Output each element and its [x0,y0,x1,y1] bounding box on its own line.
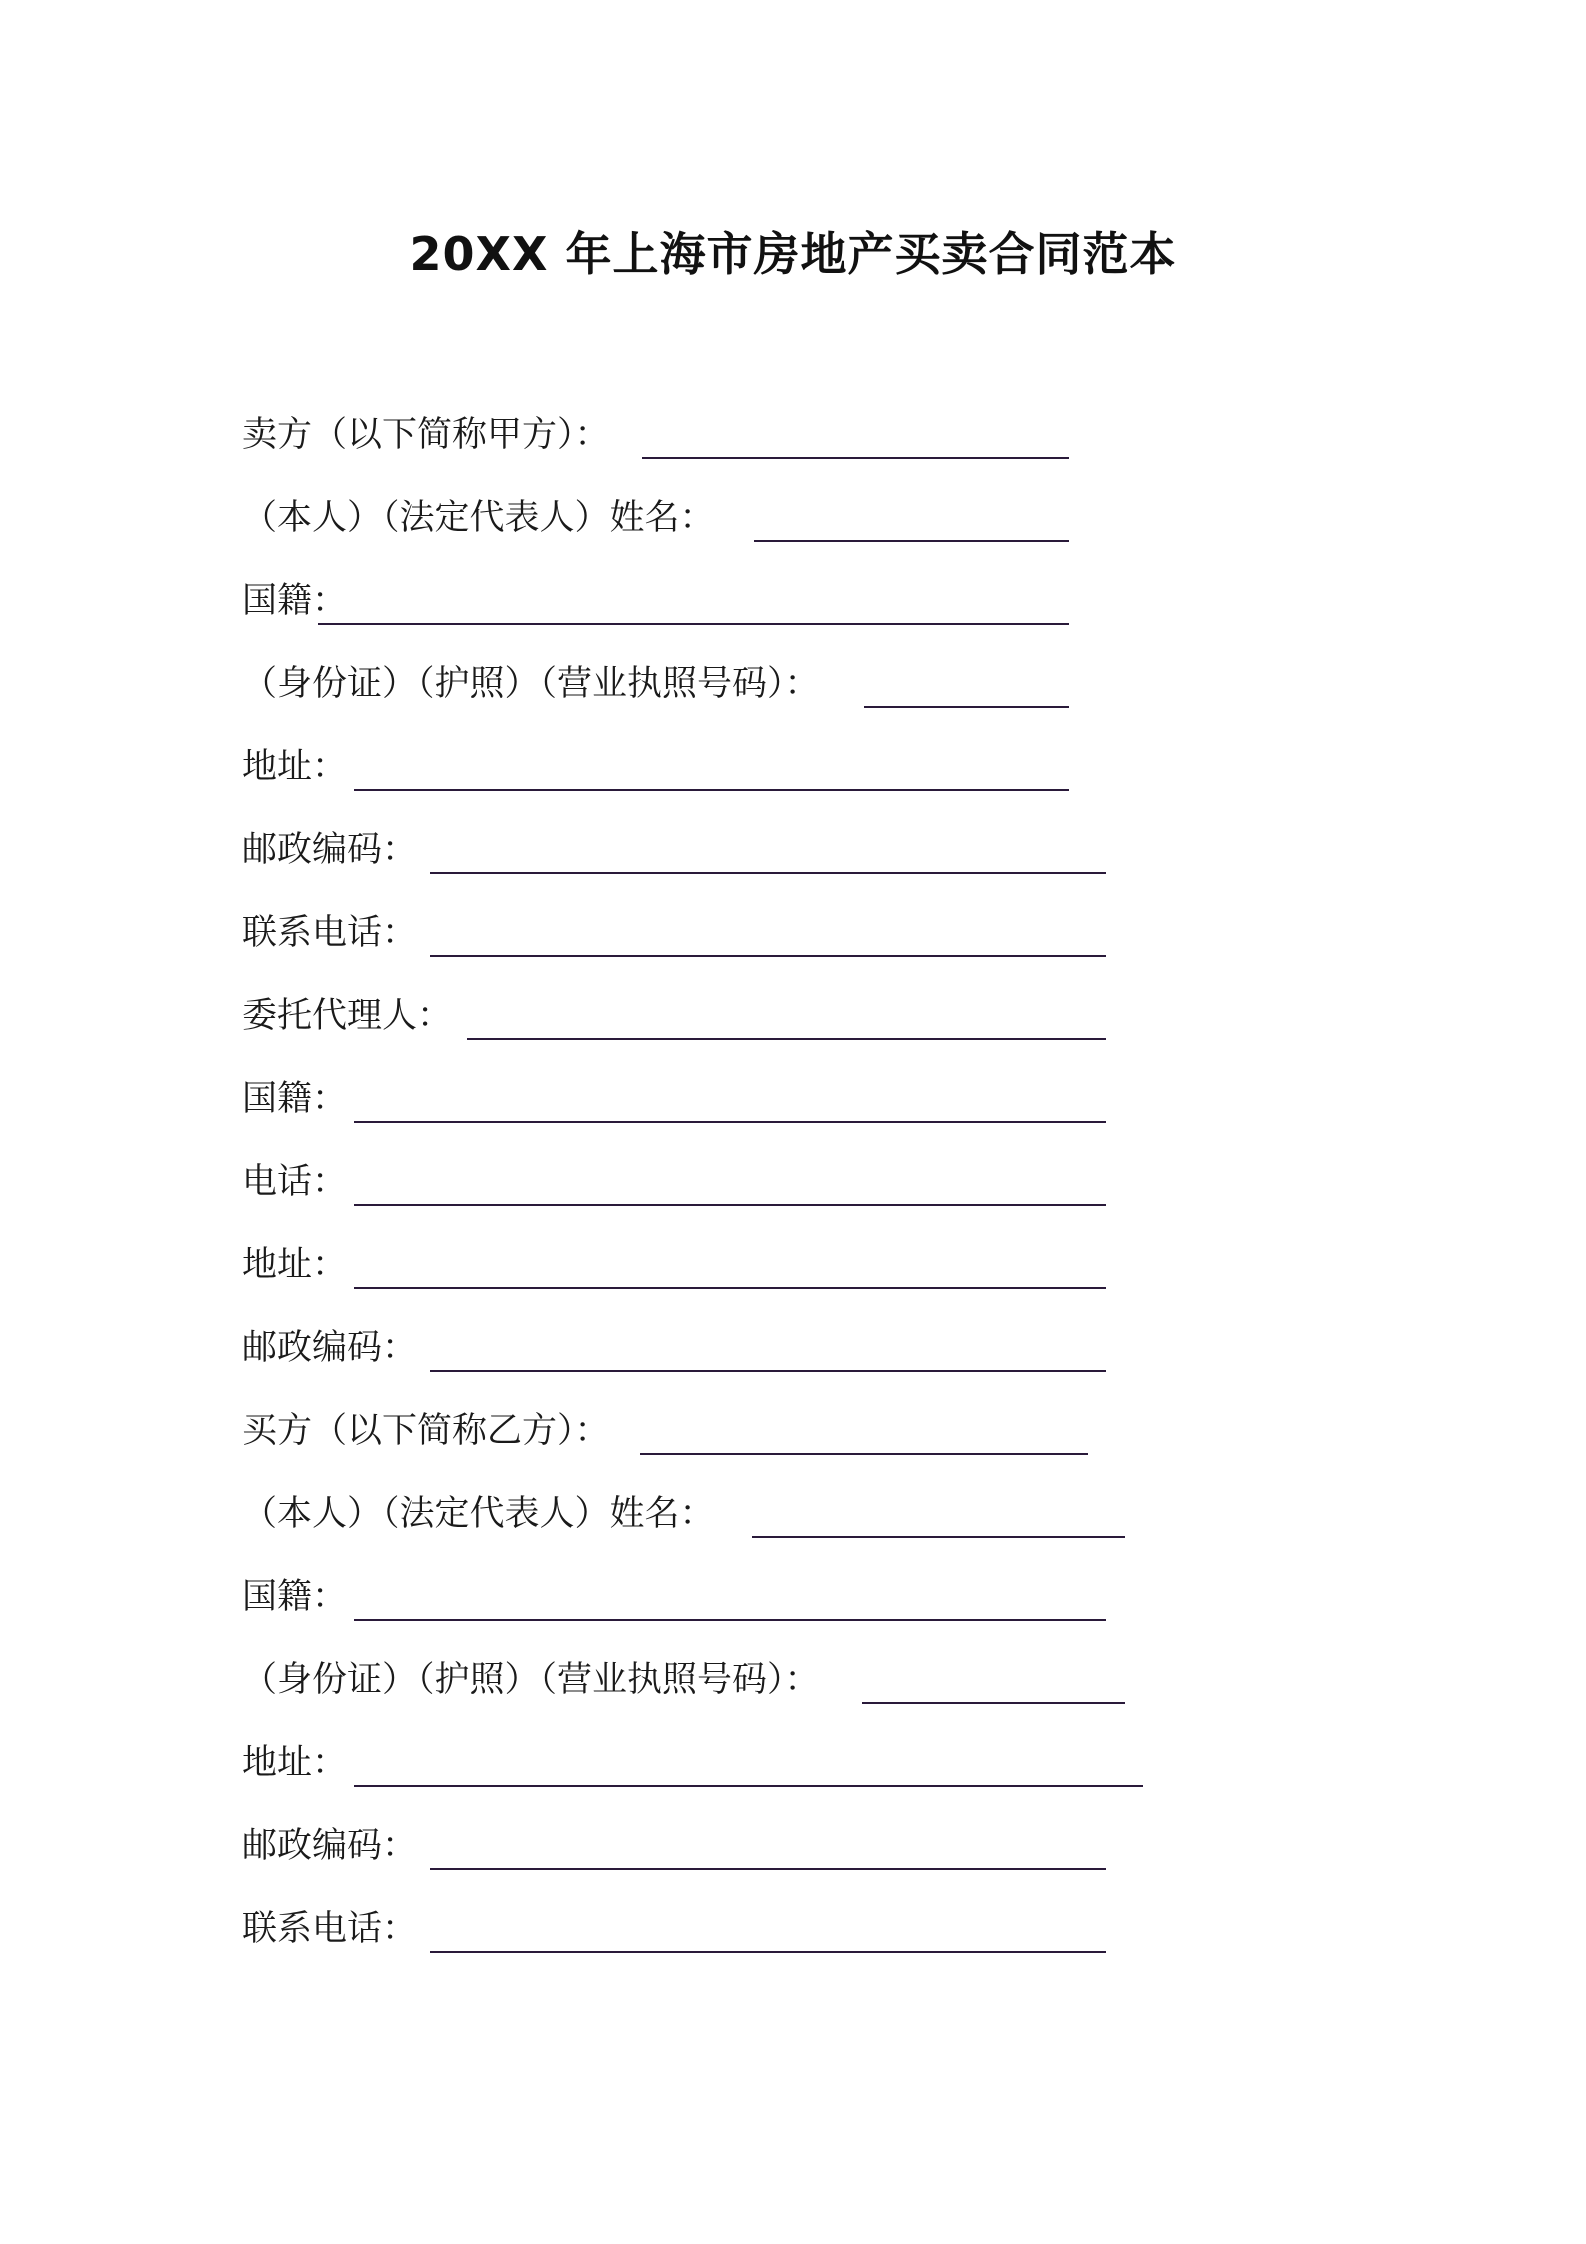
field-label: （身份证）（护照）（营业执照号码）： [242,1660,820,1700]
field-label: 卖方（以下简称甲方）： [242,415,610,455]
fill-in-blank[interactable] [754,540,1069,542]
field-label: 国籍： [242,581,348,621]
field-label: 邮政编码： [242,830,418,870]
fill-in-blank[interactable] [864,706,1069,708]
fill-in-blank[interactable] [354,1204,1106,1206]
field-label: 电话： [242,1162,348,1202]
fill-in-blank[interactable] [430,1370,1106,1372]
field-label: 邮政编码： [242,1826,418,1866]
fill-in-blank[interactable] [354,1287,1106,1289]
field-label: 国籍： [242,1079,348,1119]
fill-in-blank[interactable] [430,1868,1106,1870]
field-label: 联系电话： [242,913,418,953]
field-label: （本人）（法定代表人）姓名： [242,498,715,538]
field-label: 地址： [242,1743,348,1783]
fill-in-blank[interactable] [354,1121,1106,1123]
field-label: （本人）（法定代表人）姓名： [242,1494,715,1534]
fill-in-blank[interactable] [430,872,1106,874]
field-label: 地址： [242,1245,348,1285]
fill-in-blank[interactable] [640,1453,1088,1455]
fill-in-blank[interactable] [642,457,1069,459]
fill-in-blank[interactable] [752,1536,1125,1538]
fill-in-blank[interactable] [862,1702,1125,1704]
fill-in-blank[interactable] [318,623,1069,625]
field-label: 联系电话： [242,1909,418,1949]
fill-in-blank[interactable] [467,1038,1106,1040]
document-title: 20XX 年上海市房地产买卖合同范本 [409,227,1177,281]
fill-in-blank[interactable] [354,1785,1143,1787]
field-label: （身份证）（护照）（营业执照号码）： [242,664,820,704]
field-label: 委托代理人： [242,996,453,1036]
fill-in-blank[interactable] [430,1951,1106,1953]
field-label: 买方（以下简称乙方）： [242,1411,610,1451]
fill-in-blank[interactable] [354,1619,1106,1621]
fill-in-blank[interactable] [430,955,1106,957]
field-label: 国籍： [242,1577,348,1617]
fill-in-blank[interactable] [354,789,1069,791]
field-label: 地址： [242,747,348,787]
field-label: 邮政编码： [242,1328,418,1368]
